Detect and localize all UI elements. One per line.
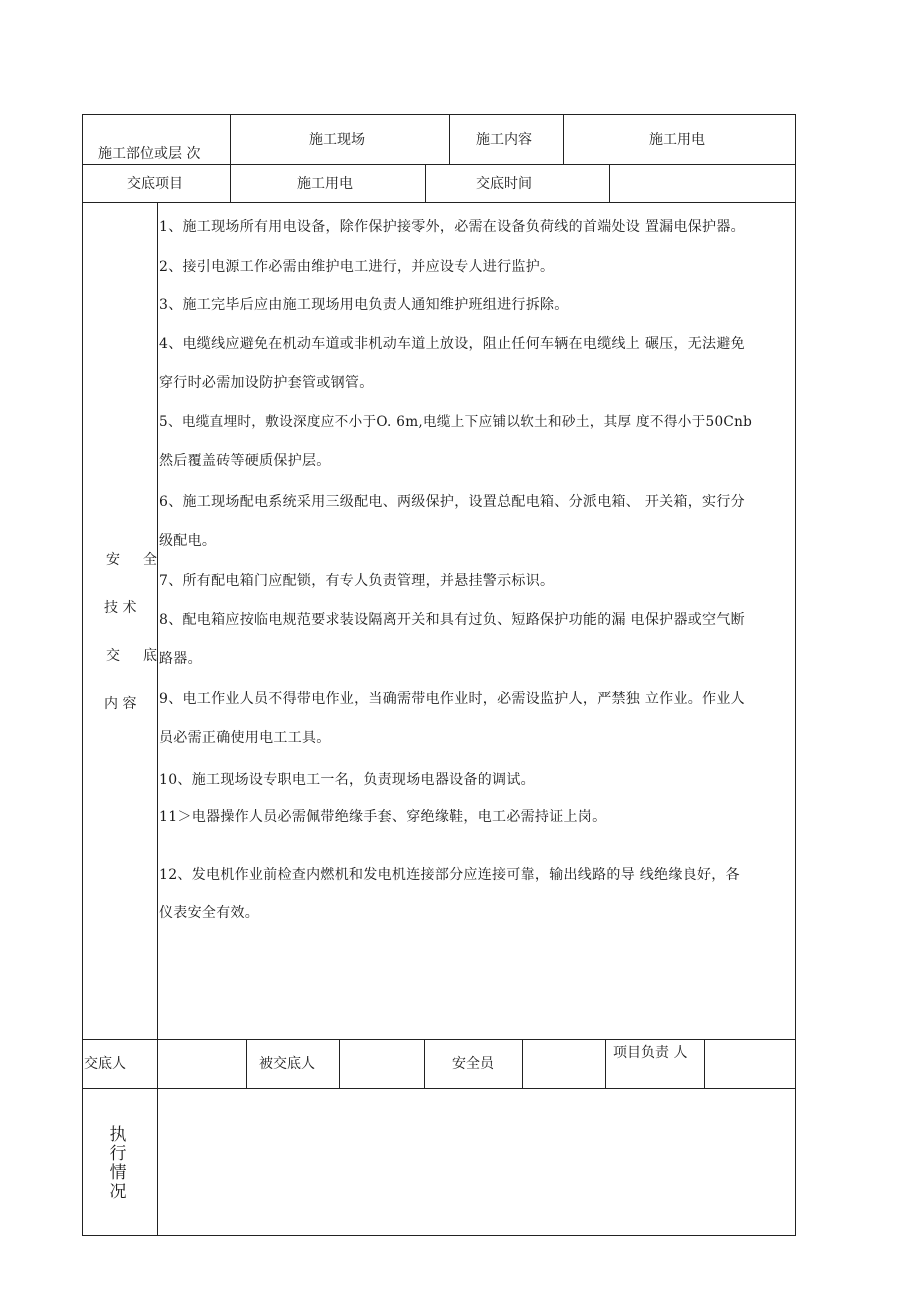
paragraph-line: 3、施工完毕后应由施工现场用电负责人通知维护班组进行拆除。 [159,297,569,313]
execution-label-char: 行 [109,1144,127,1164]
paragraph-line: 1、施工现场所有用电设备，除作保护接零外，必需在设备负荷线的首端处设 置漏电保护器。 [159,219,745,235]
safety-paragraph [159,771,795,790]
execution-field[interactable] [162,1095,790,1230]
grid-line [605,1039,606,1088]
section-label-char: 内 容 [104,696,137,712]
safety-paragraph [159,611,795,669]
location-value: 施工现场 [309,132,365,148]
grid-line [795,114,796,1236]
item-value: 施工用电 [297,176,353,192]
safety-paragraph [159,493,795,551]
paragraph-line: 12、发电机作业前检查内燃机和发电机连接部分应连接可靠，输出线路的导 线绝缘良好，各 [159,867,740,883]
safety-paragraph [159,572,795,591]
grid-line [425,164,426,202]
section-label-char: 技 术 [104,600,137,616]
execution-label-char: 执 [109,1125,127,1145]
section-label-char: 安 [106,552,120,568]
grid-line [246,1039,247,1088]
paragraph-line: 仪表安全有效。 [159,905,260,921]
safety-paragraph [159,690,795,748]
paragraph-line: 8、配电箱应按临电规范要求装设隔离开关和具有过负、短路保护功能的漏 电保护器或空气断 [159,612,745,628]
grid-line [82,164,796,165]
paragraph-line: 员必需正确使用电工工具。 [159,730,331,746]
grid-line [563,114,564,164]
grid-line [704,1039,705,1088]
section-label-char: 底 [143,648,157,664]
safety-paragraph [159,808,795,827]
safety-paragraph [159,866,795,923]
safety-paragraph [159,258,795,277]
grid-line [339,1039,340,1088]
time-label: 交底时间 [476,176,532,192]
grid-line [230,114,231,164]
paragraph-line: 穿行时必需加设防护套管或钢管。 [159,375,374,391]
paragraph-line: 10、施工现场设专职电工一名，负责现场电器设备的调试。 [159,772,535,788]
paragraph-line: 4、电缆线应避免在机动车道或非机动车道上放设，阻止任何车辆在电缆线上 碾压，无法避免 [159,336,745,352]
paragraph-line: 2、接引电源工作必需由维护电工进行，并应设专人进行监护。 [159,259,555,275]
execution-label-char: 况 [109,1182,127,1202]
paragraph-line: 路器。 [159,651,202,667]
grid-line [522,1039,523,1088]
paragraph-line: 级配电。 [159,533,217,549]
grid-line [157,202,158,1039]
project-manager-label: 项目负责 人 [613,1045,688,1061]
grid-line [609,164,610,202]
grid-line [157,1088,158,1235]
grid-line [82,202,796,203]
section-label-char: 交 [106,648,120,664]
execution-label [108,1126,128,1202]
safety-paragraph [159,413,795,471]
safety-paragraph [159,296,795,315]
discloser-label: 交底人 [84,1056,126,1072]
content-label: 施工内容 [476,132,532,148]
grid-line [157,1039,158,1088]
paragraph-line: 5、电缆直埋时，敷设深度应不小于O. 6m,电缆上下应铺以软土和砂土，其厚 度不得小于50Cnb [159,414,753,430]
paragraph-line: 7、所有配电箱门应配锁，有专人负责管理，并悬挂警示标识。 [159,573,555,589]
grid-line [82,114,796,115]
item-label: 交底项目 [127,176,183,192]
section-label-char: 全 [143,552,157,568]
safety-officer-label: 安全员 [452,1056,494,1072]
paragraph-line: 然后覆盖砖等硬质保护层。 [159,453,331,469]
grid-line [449,114,450,164]
safety-paragraph [159,335,795,393]
receiver-label: 被交底人 [259,1056,315,1072]
safety-paragraph [159,218,795,237]
grid-line [82,1235,796,1236]
grid-line [82,1088,796,1089]
grid-line [230,164,231,202]
paragraph-line: 9、电工作业人员不得带电作业，当确需带电作业时，必需设监护人，严禁独 立作业。作业人 [159,691,745,707]
content-value: 施工用电 [649,132,705,148]
execution-label-char: 情 [109,1163,127,1183]
grid-line [82,114,83,1236]
grid-line [424,1039,425,1088]
paragraph-line: 11＞电器操作人员必需佩带绝缘手套、穿绝缘鞋，电工必需持证上岗。 [159,809,607,825]
grid-line [82,1039,796,1040]
location-label: 施工部位或层 次 [98,146,201,162]
paragraph-line: 6、施工现场配电系统采用三级配电、两级保护，设置总配电箱、分派电箱、 开关箱，实行分 [159,494,745,510]
